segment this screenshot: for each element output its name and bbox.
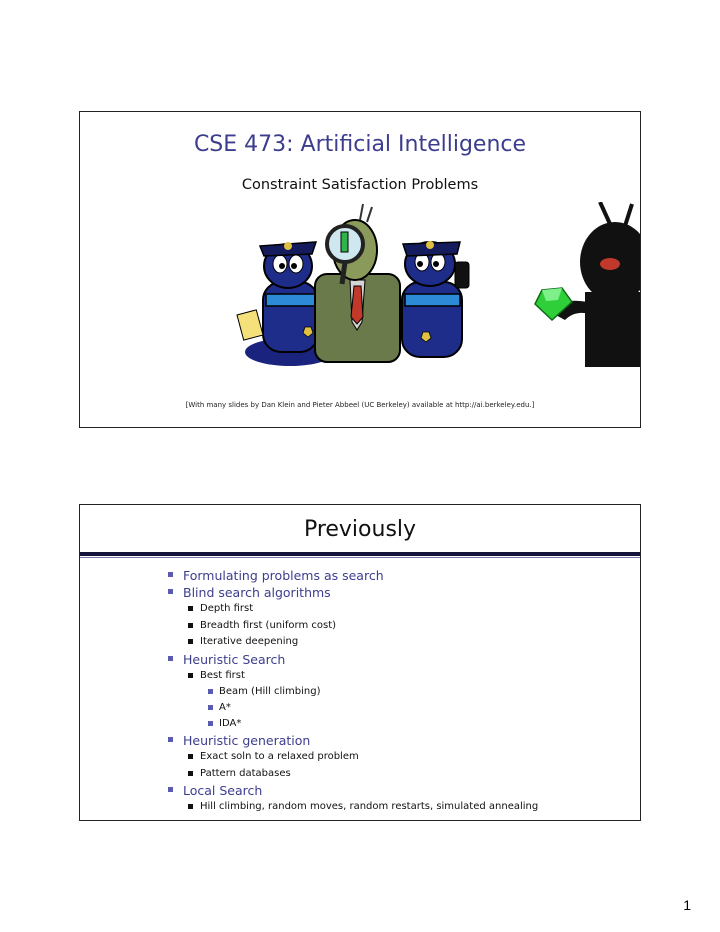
- bullet-level-2: Hill climbing, random moves, random restarts, simulated annealing: [168, 799, 538, 816]
- bullet-level-3: Beam (Hill climbing): [168, 684, 538, 700]
- bullet-list: [168, 567, 538, 816]
- title-divider: [80, 552, 640, 556]
- title-divider-thin: [80, 557, 640, 558]
- bullet-level-2: Iterative deepening: [168, 634, 538, 651]
- police-robot-right-illustration: [402, 241, 469, 357]
- title-slide: [79, 111, 641, 428]
- bullet-level-2: Exact soln to a relaxed problem: [168, 749, 538, 766]
- bullet-level-2: Best first: [168, 668, 538, 685]
- bullet-level-1: Formulating problems as search: [168, 567, 538, 584]
- dark-robot-illustration: [550, 202, 641, 367]
- bullet-level-1: Local Search: [168, 782, 538, 799]
- bullet-level-3: IDA*: [168, 716, 538, 732]
- slide-title: CSE 473: Artificial Intelligence: [193, 132, 527, 157]
- bullet-level-2: Breadth first (uniform cost): [168, 618, 538, 635]
- bullet-level-3: A*: [168, 700, 538, 716]
- bullet-level-1: Heuristic generation: [168, 732, 538, 749]
- credit-line: [With many slides by Dan Klein and Pieter Abbeel (UC Berkeley) available at http://ai.berkeley.edu.]: [185, 401, 535, 409]
- bullet-level-1: Blind search algorithms: [168, 584, 538, 601]
- slide-subtitle: Constraint Satisfaction Problems: [241, 177, 479, 193]
- bullet-level-1: Heuristic Search: [168, 651, 538, 668]
- bullet-level-2: Depth first: [168, 601, 538, 618]
- previously-slide: [79, 504, 641, 821]
- slide-title: Previously: [303, 517, 417, 542]
- bullet-level-2: Pattern databases: [168, 766, 538, 783]
- cartoon-illustration: [80, 202, 641, 367]
- page-number: 1: [683, 897, 691, 913]
- detective-robot-illustration: [315, 204, 400, 362]
